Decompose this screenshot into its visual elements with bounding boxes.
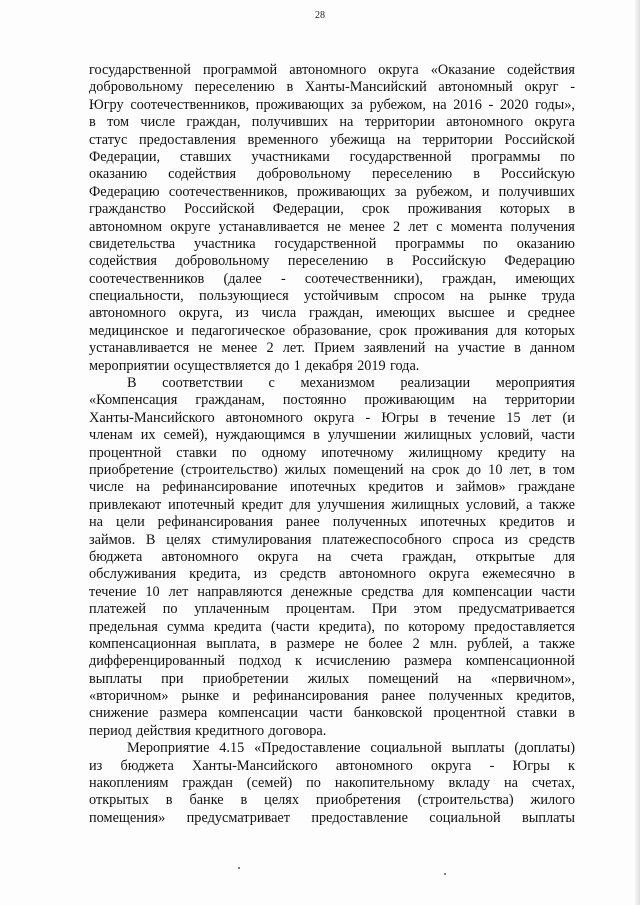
- text-line: процентной ставки по одному ипотечному жилищному кредиту на: [89, 444, 575, 461]
- text-line: гражданство Российской Федерации, срок проживания которых в: [89, 201, 575, 218]
- page-number: 28: [315, 10, 325, 21]
- text-line: помещения» предусматривает предоставление социальной выплаты: [89, 809, 575, 826]
- text-line: снижение размера компенсации части банковской процентной ставки в: [89, 705, 575, 722]
- text-line: период действия кредитного договора.: [89, 722, 327, 739]
- text-line: в том числе граждан, получивших на территории автономного округа: [89, 114, 575, 131]
- text-line: Ханты-Мансийского автономного округа - Югры в течение 15 лет (и: [89, 409, 575, 426]
- text-line: обслуживания кредита, из средств автономного округа ежемесячно в: [89, 566, 575, 583]
- text-line: оказанию содействия добровольному переселению в Российскую: [89, 166, 575, 183]
- scan-speck: [444, 873, 446, 875]
- text-line: мероприятии осуществляется до 1 декабря 2019 года.: [89, 357, 420, 374]
- text-line: платежей по уплаченным процентам. При этом предусматривается: [89, 601, 575, 618]
- text-line: числе на рефинансирование ипотечных кредитов и займов» граждане: [89, 479, 575, 496]
- text-line: на цели рефинансирования ранее полученных ипотечных кредитов и: [89, 514, 575, 531]
- scan-edge: [634, 0, 640, 905]
- text-line: накоплениям граждан (семей) по накопительному вкладу на счетах,: [89, 775, 575, 792]
- text-line: автономном округе устанавливается не менее 2 лет с момента получения: [89, 218, 575, 235]
- text-line: медицинское и педагогическое образование, срок проживания для которых: [89, 322, 575, 339]
- text-line: течение 10 лет направляются денежные средства для компенсации части: [89, 583, 575, 600]
- text-line: «вторичном» рынке и рефинансирования ранее полученных кредитов,: [89, 688, 575, 705]
- text-line: Федерацию соотечественников, проживающих за рубежом, и получивших: [89, 183, 575, 200]
- text-line: займов. В целях стимулирования платежеспособного спроса из средств: [89, 531, 575, 548]
- text-line: бюджета автономного округа на счета граждан, открытые для: [89, 548, 575, 565]
- text-line: выплаты при приобретении жилых помещений на «первичном»,: [89, 670, 575, 687]
- text-line: свидетельства участника государственной программы по оказанию: [89, 235, 575, 252]
- scan-speck: [238, 867, 240, 869]
- text-line: добровольному переселению в Ханты-Мансийский автономный округ -: [89, 79, 575, 96]
- text-line: привлекают ипотечный кредит для улучшения жилищных условий, а также: [89, 496, 575, 513]
- text-line: дифференцированный подход к исчислению размера компенсационной: [89, 653, 575, 670]
- text-line: предельная сумма кредита (части кредита), по которому предоставляется: [89, 618, 575, 635]
- text-line: Югру соотечественников, проживающих за рубежом, на 2016 - 2020 годы»,: [89, 96, 575, 113]
- text-line: открытых в банке в целях приобретения (строительства) жилого: [89, 792, 575, 809]
- body-text: [89, 62, 575, 827]
- text-line: специальности, пользующиеся устойчивым спросом на рынке труда: [89, 288, 575, 305]
- text-line: статус предоставления временного убежища на территории Российской: [89, 131, 575, 148]
- text-line: приобретение (строительство) жилых помещений на срок до 10 лет, в том: [89, 461, 575, 478]
- text-line: устанавливается не менее 2 лет. Прием заявлений на участие в данном: [89, 340, 575, 357]
- text-line: членам их семей), нуждающимся в улучшении жилищных условий, части: [89, 427, 575, 444]
- text-line: «Компенсация гражданам, постоянно проживающим на территории: [89, 392, 575, 409]
- text-line: содействия добровольному переселению в Российскую Федерацию: [89, 253, 575, 270]
- text-line: В соответствии с механизмом реализации мероприятия: [127, 375, 575, 392]
- text-line: соотечественников (далее - соотечественники), граждан, имеющих: [89, 270, 575, 287]
- text-line: компенсационная выплата, в размере не более 2 млн. рублей, а также: [89, 635, 575, 652]
- text-line: автономного округа, из числа граждан, имеющих высшее и среднее: [89, 305, 575, 322]
- text-line: Мероприятие 4.15 «Предоставление социальной выплаты (доплаты): [127, 740, 575, 757]
- text-line: из бюджета Ханты-Мансийского автономного округа - Югры к: [89, 757, 575, 774]
- text-line: Федерации, ставших участниками государственной программы по: [89, 148, 575, 165]
- text-line: государственной программой автономного округа «Оказание содействия: [89, 62, 575, 78]
